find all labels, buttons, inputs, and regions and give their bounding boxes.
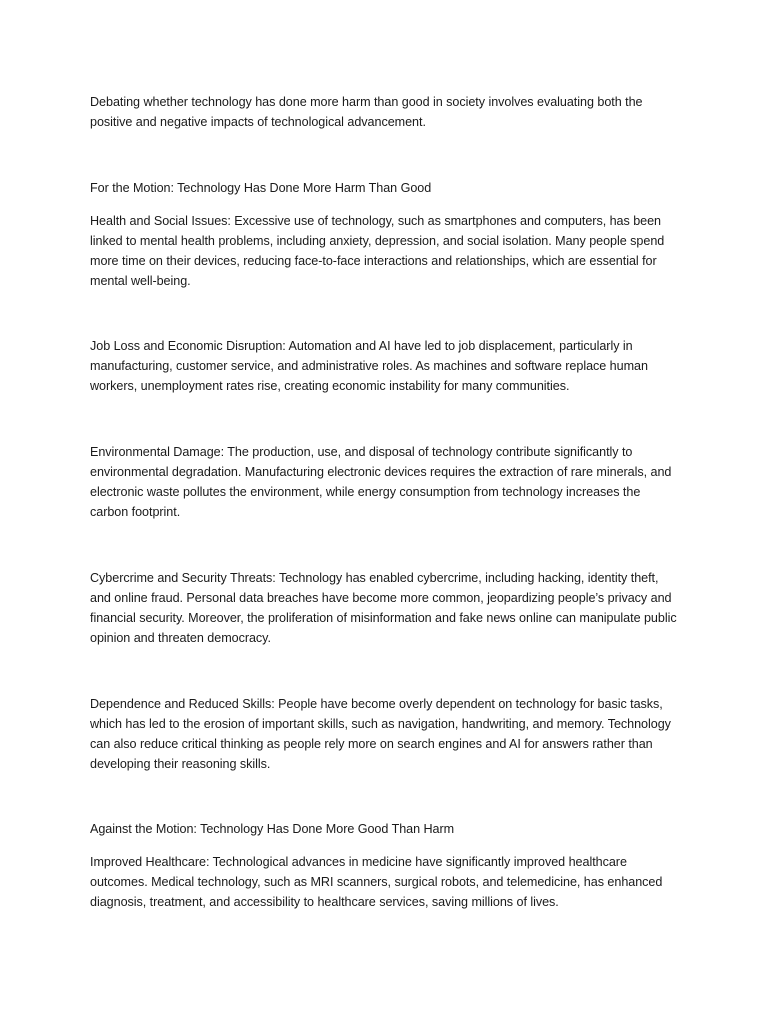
environmental-damage-paragraph: Environmental Damage: The production, use, and disposal of technology contribute significantly to environmental degradation. Manufacturing electronic devices requires the extraction of rare minerals, and electronic waste pollutes the environment, while energy consumption from technology increases the carbon footprint. bbox=[90, 445, 672, 519]
cybercrime-paragraph: Cybercrime and Security Threats: Technology has enabled cybercrime, including hacking, identity theft, and online fraud. Personal data breaches have become more common, jeopardizing people’s privacy and financial security. Moreover, the proliferation of misinformation and fake news online can manipulate public opinion and threaten democracy. bbox=[90, 571, 677, 645]
improved-healthcare-paragraph: Improved Healthcare: Technological advances in medicine have significantly improved healthcare outcomes. Medical technology, such as MRI scanners, surgical robots, and telemedicine, has enhanced diagnosis, treatment, and accessibility to healthcare services, saving millions of lives. bbox=[90, 855, 663, 909]
against-motion-heading: Against the Motion: Technology Has Done More Good Than Harm bbox=[90, 822, 455, 836]
health-social-paragraph: Health and Social Issues: Excessive use of technology, such as smartphones and computers, has been linked to mental health problems, including anxiety, depression, and social isolation. Many people spend more time on their devices, reducing face-to-face interactions and relationships, which are essential for mental well-being. bbox=[90, 214, 665, 288]
job-loss-paragraph: Job Loss and Economic Disruption: Automation and AI have led to job displacement, particularly in manufacturing, customer service, and administrative roles. As machines and software replace human workers, unemployment rates rise, creating economic instability for many communities. bbox=[90, 339, 648, 393]
dependence-paragraph: Dependence and Reduced Skills: People have become overly dependent on technology for basic tasks, which has led to the erosion of important skills, such as navigation, handwriting, and memory. Technology can also reduce critical thinking as people rely more on search engines and AI for answers rather than developing their reasoning skills. bbox=[90, 697, 671, 771]
intro-paragraph: Debating whether technology has done more harm than good in society involves evaluating both the positive and negative impacts of technological advancement. bbox=[90, 95, 643, 129]
for-motion-heading: For the Motion: Technology Has Done More Harm Than Good bbox=[90, 181, 432, 195]
